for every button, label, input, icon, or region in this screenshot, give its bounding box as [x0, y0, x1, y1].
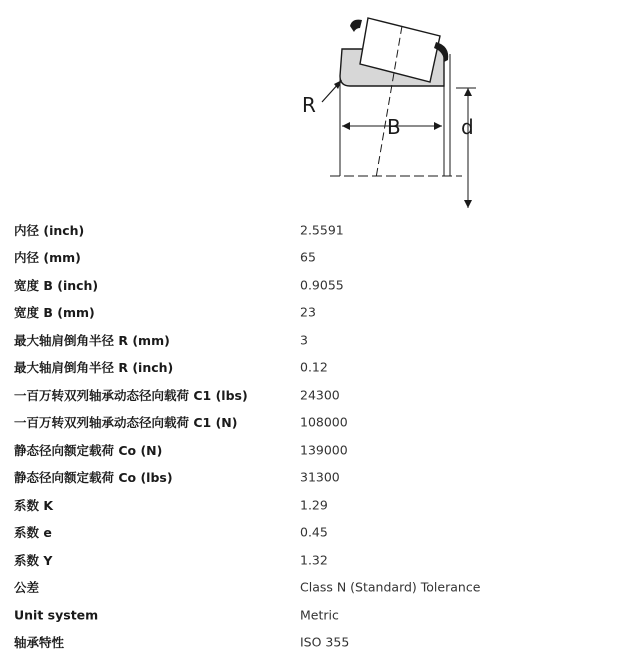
spec-row	[0, 574, 631, 602]
spec-label: 一百万转双列轴承动态径向载荷 C1 (lbs)	[14, 387, 248, 403]
spec-row	[0, 381, 631, 409]
spec-row	[0, 601, 631, 629]
spec-label: 轴承特性	[14, 635, 65, 651]
cage-left	[350, 20, 362, 32]
spec-label: 系数 K	[14, 497, 54, 513]
spec-row	[0, 271, 631, 299]
spec-value: 139000	[300, 442, 348, 458]
b-arrow-right	[434, 122, 442, 130]
spec-label: 最大轴肩倒角半径 R (inch)	[14, 360, 174, 376]
spec-row	[0, 409, 631, 437]
spec-label: 宽度 B (inch)	[14, 277, 99, 293]
bearing-cross-section-diagram	[290, 6, 490, 212]
spec-label: 系数 e	[14, 525, 52, 541]
spec-label: 最大轴肩倒角半径 R (mm)	[14, 332, 170, 348]
spec-label: 公差	[14, 580, 40, 596]
spec-label: 系数 Y	[14, 552, 53, 568]
spec-value: 3	[300, 332, 308, 348]
spec-label: Unit system	[14, 607, 99, 623]
spec-value: 0.9055	[300, 277, 344, 293]
spec-value: Class N (Standard) Tolerance	[300, 579, 481, 595]
spec-value: 31300	[300, 469, 340, 485]
label-r: R	[302, 93, 316, 117]
spec-label: 一百万转双列轴承动态径向载荷 C1 (N)	[14, 415, 238, 431]
spec-row	[0, 436, 631, 464]
spec-row	[0, 491, 631, 519]
spec-label: 静态径向额定载荷 Co (lbs)	[14, 470, 173, 486]
spec-row	[0, 519, 631, 547]
spec-value: Metric	[300, 607, 339, 623]
label-d: d	[461, 115, 474, 139]
spec-label: 内径 (mm)	[14, 250, 81, 266]
spec-row	[0, 629, 631, 657]
spec-row	[0, 244, 631, 272]
label-b: B	[387, 115, 401, 139]
spec-label: 静态径向额定载荷 Co (N)	[14, 442, 163, 458]
spec-value: ISO 355	[300, 634, 350, 650]
spec-row	[0, 299, 631, 327]
spec-value: 1.32	[300, 552, 328, 568]
spec-label: 宽度 B (mm)	[14, 305, 95, 321]
spec-value: 23	[300, 304, 316, 320]
spec-value: 2.5591	[300, 222, 344, 238]
spec-row	[0, 354, 631, 382]
d-arrow-top	[464, 88, 472, 96]
spec-row	[0, 546, 631, 574]
spec-row	[0, 216, 631, 244]
spec-label: 内径 (inch)	[14, 222, 85, 238]
specifications-table	[0, 216, 631, 656]
spec-value: 0.12	[300, 359, 328, 375]
spec-row	[0, 464, 631, 492]
bearing-diagram-svg	[290, 6, 490, 212]
spec-value: 108000	[300, 414, 348, 430]
spec-value: 1.29	[300, 497, 328, 513]
b-arrow-left	[342, 122, 350, 130]
spec-value: 65	[300, 249, 316, 265]
spec-value: 24300	[300, 387, 340, 403]
spec-value: 0.45	[300, 524, 328, 540]
d-arrow-bottom	[464, 200, 472, 208]
spec-row	[0, 326, 631, 354]
